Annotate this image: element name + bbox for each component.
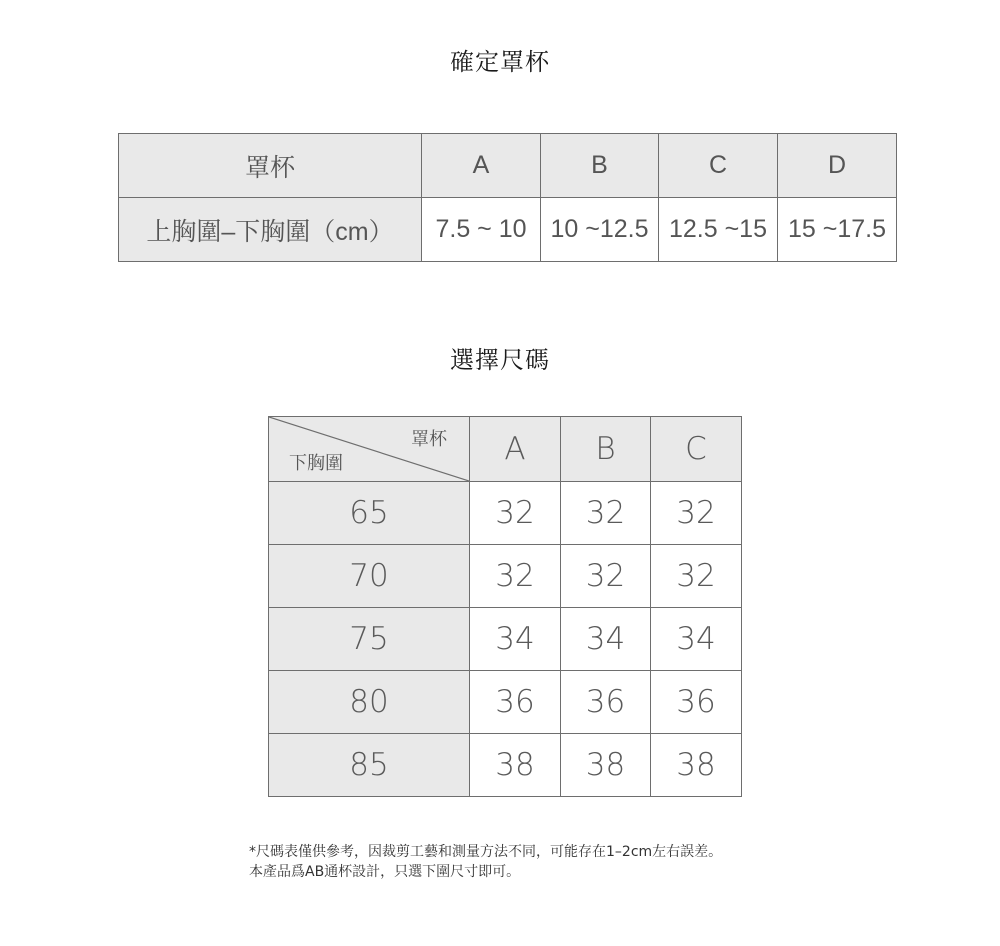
cup-range-row [119, 198, 897, 262]
size-corner-cell [269, 417, 470, 482]
size-row-80 [269, 671, 742, 734]
size-cell: 34 [561, 608, 651, 671]
cup-header-d: D [778, 134, 897, 198]
size-cell: 32 [470, 482, 561, 545]
footnote-disclaimer: *尺碼表僅供參考，因裁剪工藝和測量方法不同，可能存在1–2cm左右誤差。 [249, 844, 723, 860]
size-cell: 32 [470, 545, 561, 608]
size-header-row [269, 417, 742, 482]
size-row-65 [269, 482, 742, 545]
cup-range-label: 上胸圍–下胸圍（cm） [119, 198, 422, 262]
band-65: 65 [269, 482, 470, 545]
band-80: 80 [269, 671, 470, 734]
cup-header-c: C [659, 134, 778, 198]
size-chart-table [268, 416, 742, 797]
size-header-a: A [470, 417, 561, 482]
size-cell: 32 [561, 545, 651, 608]
cup-range-table [118, 133, 897, 262]
footnote-fit-tip: 本產品爲AB通杯設計，只選下圍尺寸即可。 [249, 864, 521, 880]
size-header-c: C [651, 417, 742, 482]
size-row-75 [269, 608, 742, 671]
size-cell: 36 [651, 671, 742, 734]
size-cell: 34 [470, 608, 561, 671]
cup-header-b: B [541, 134, 659, 198]
size-section-title: 選擇尺碼 [450, 346, 550, 374]
cup-range-c: 12.5 ~15 [659, 198, 778, 262]
size-cell: 32 [651, 482, 742, 545]
size-cell: 36 [470, 671, 561, 734]
cup-header-row [119, 134, 897, 198]
size-cell: 32 [651, 545, 742, 608]
cup-section-title: 確定罩杯 [450, 48, 550, 76]
cup-range-a: 7.5 ~ 10 [422, 198, 541, 262]
size-row-70 [269, 545, 742, 608]
cup-range-d: 15 ~17.5 [778, 198, 897, 262]
cup-range-b: 10 ~12.5 [541, 198, 659, 262]
cup-header-a: A [422, 134, 541, 198]
size-cell: 38 [470, 734, 561, 797]
size-header-b: B [561, 417, 651, 482]
size-cell: 38 [561, 734, 651, 797]
size-cell: 38 [651, 734, 742, 797]
band-70: 70 [269, 545, 470, 608]
band-75: 75 [269, 608, 470, 671]
corner-cup-label: 罩杯 [411, 429, 447, 450]
size-cell: 34 [651, 608, 742, 671]
cup-header-label: 罩杯 [119, 134, 422, 198]
corner-band-label: 下胸圍 [289, 453, 343, 474]
size-row-85 [269, 734, 742, 797]
size-cell: 32 [561, 482, 651, 545]
size-cell: 36 [561, 671, 651, 734]
band-85: 85 [269, 734, 470, 797]
